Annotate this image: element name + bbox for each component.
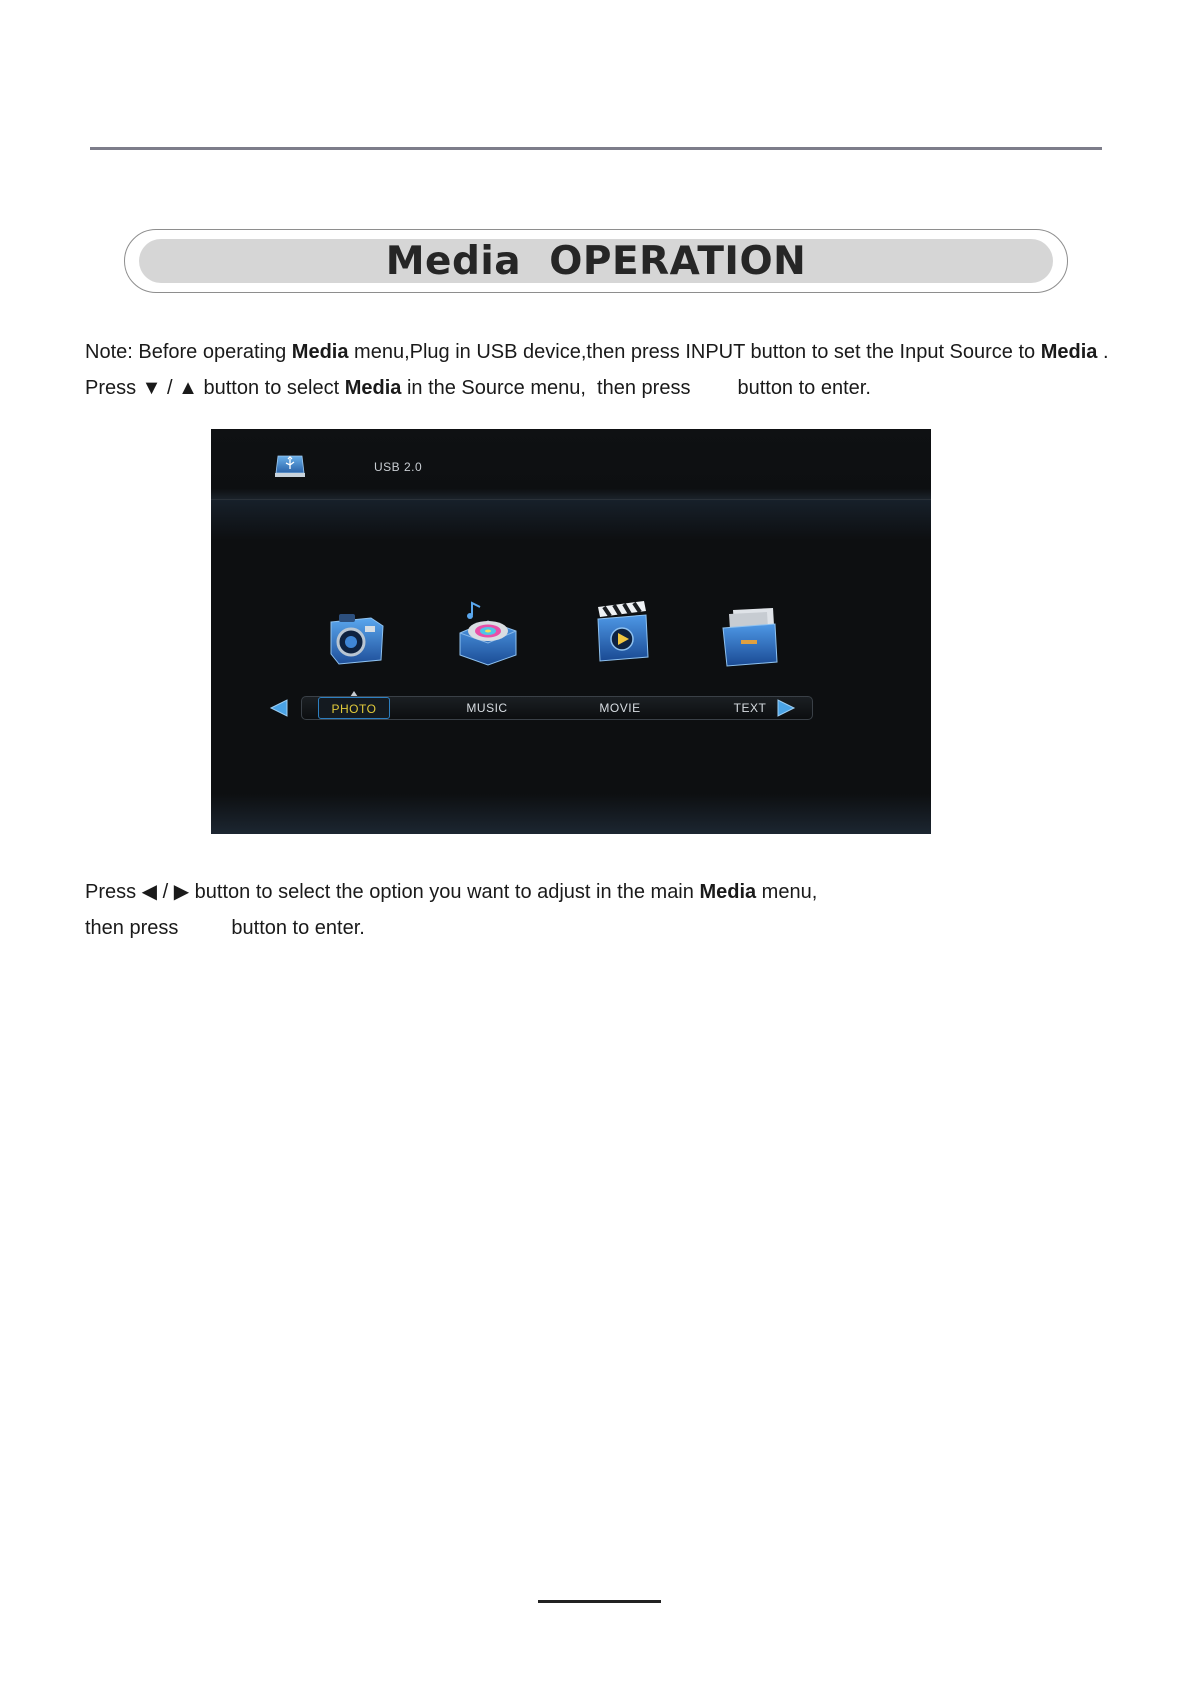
section-title-frame <box>124 229 1068 293</box>
camera-icon[interactable] <box>325 604 389 672</box>
page-number-rule <box>538 1600 661 1603</box>
note-line-1 <box>85 340 1109 364</box>
tab-music[interactable]: MUSIC <box>466 701 508 715</box>
text-folder-icon[interactable] <box>719 604 783 672</box>
note-text: button to enter. <box>737 377 871 399</box>
note-media-bold: Media <box>291 341 349 363</box>
instruction-text: menu, <box>756 881 818 903</box>
screen-bottom-glow <box>211 794 931 834</box>
instruction-text: then press <box>85 917 179 939</box>
left-arrow-icon[interactable] <box>269 698 291 718</box>
instruction-line-1 <box>85 880 817 904</box>
section-title-pill <box>139 239 1053 283</box>
note-text: Press ▼ / ▲ button to select <box>85 377 345 399</box>
screen-header-bar <box>211 429 931 500</box>
tab-text[interactable]: TEXT <box>733 701 767 715</box>
tab-movie[interactable]: MOVIE <box>599 701 641 715</box>
usb-drive-icon <box>273 453 307 479</box>
music-disc-icon[interactable] <box>456 599 520 667</box>
screen-glow <box>211 500 931 540</box>
top-rule <box>90 147 1102 150</box>
note-text: in the Source menu, then press <box>401 377 691 399</box>
movie-clapper-icon[interactable] <box>592 599 656 667</box>
media-menu-screen <box>211 429 931 834</box>
instruction-line-2 <box>85 916 365 940</box>
instruction-text: Press ◀ / ▶ button to select the option you want to adjust in the main <box>85 881 700 903</box>
note-media-bold: Media <box>1040 341 1098 363</box>
note-text: menu,Plug in USB device,then press INPUT button to set the Input Source to <box>348 341 1041 363</box>
note-text: . <box>1097 341 1109 363</box>
instruction-text: button to enter. <box>231 917 365 939</box>
instruction-media-bold: Media <box>699 881 757 903</box>
tab-photo[interactable]: PHOTO <box>318 697 390 719</box>
note-line-2 <box>85 376 871 400</box>
note-media-bold: Media <box>344 377 402 399</box>
note-text: Note: Before operating <box>85 341 292 363</box>
page-title: Media OPERATION <box>385 238 807 284</box>
device-label: USB 2.0 <box>374 460 423 474</box>
